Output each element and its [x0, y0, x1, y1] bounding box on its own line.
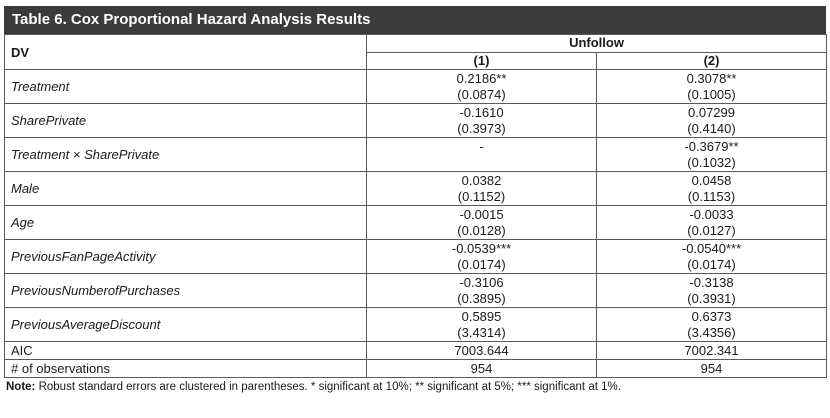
variable-name: Male	[5, 172, 367, 206]
coefficient-value: -	[479, 138, 484, 154]
stat-value-1: 7003.644	[367, 342, 597, 360]
coefficient-value: -0.0015	[459, 206, 504, 222]
coefficient-value: -0.0540***	[681, 240, 742, 256]
coefficient-value: -0.0539***	[451, 240, 512, 256]
coefficient-value: 0.3078**	[686, 70, 737, 86]
variable-name: Age	[5, 206, 367, 240]
stat-value-2: 7002.341	[597, 342, 827, 360]
coefficient-cell-1	[367, 240, 597, 274]
coefficient-value: 0.07299	[688, 104, 735, 120]
coefficient-cell-1	[367, 206, 597, 240]
table-row	[5, 70, 827, 104]
table-row	[5, 240, 827, 274]
coefficient-cell-2	[597, 274, 827, 308]
coefficient-cell-2	[597, 240, 827, 274]
variable-name: PreviousFanPageActivity	[5, 240, 367, 274]
standard-error-value: (0.0174)	[457, 256, 506, 272]
variable-name: SharePrivate	[5, 104, 367, 138]
table-row	[5, 104, 827, 138]
coefficient-cell-1	[367, 70, 597, 104]
coefficient-cell-1	[367, 104, 597, 138]
variable-name: Treatment × SharePrivate	[5, 138, 367, 172]
standard-error-value: (0.3895)	[457, 290, 506, 306]
coefficient-value: 0.6373	[691, 308, 732, 324]
coefficient-cell-2	[597, 172, 827, 206]
table-row	[5, 172, 827, 206]
variable-name: Treatment	[5, 70, 367, 104]
standard-error-value: (0.1153)	[687, 188, 736, 204]
stat-row	[5, 360, 827, 378]
stat-value-2: 954	[597, 360, 827, 378]
variable-name: PreviousAverageDiscount	[5, 308, 367, 342]
group-header-unfollow: Unfollow	[367, 35, 827, 53]
note-text: Robust standard errors are clustered in parentheses. * significant at 10%; ** significant at 5%; *** significant at 1%.	[35, 381, 621, 393]
standard-error-value: (3.4314)	[457, 324, 506, 340]
standard-error-value: (0.1152)	[457, 188, 506, 204]
stat-name: AIC	[5, 342, 367, 360]
standard-error-value: (0.3931)	[687, 290, 736, 306]
coefficient-value: -0.3106	[459, 274, 504, 290]
coefficient-value: -0.0033	[689, 206, 734, 222]
standard-error-value: (0.0174)	[687, 256, 736, 272]
coefficient-value: 0.0458	[691, 172, 732, 188]
table-note	[4, 381, 826, 393]
coefficient-value: 0.0382	[461, 172, 502, 188]
table-row	[5, 206, 827, 240]
note-label: Note:	[6, 381, 36, 393]
stat-value-1: 954	[367, 360, 597, 378]
coefficient-value: -0.3138	[689, 274, 734, 290]
stat-row	[5, 342, 827, 360]
standard-error-value: (0.4140)	[687, 120, 736, 136]
coefficient-cell-2	[597, 308, 827, 342]
coefficient-value: -0.1610	[459, 104, 504, 120]
table-row	[5, 308, 827, 342]
coefficient-cell-2	[597, 138, 827, 172]
coefficient-cell-1	[367, 172, 597, 206]
coefficient-cell-2	[597, 104, 827, 138]
coefficient-value: 0.2186**	[456, 70, 507, 86]
standard-error-value: (0.3973)	[457, 120, 506, 136]
coefficient-cell-2	[597, 206, 827, 240]
coefficient-cell-1	[367, 274, 597, 308]
standard-error-value: (0.1032)	[687, 154, 736, 170]
coefficient-cell-2	[597, 70, 827, 104]
table-row	[5, 138, 827, 172]
standard-error-value: (3.4356)	[687, 324, 736, 340]
table-row	[5, 274, 827, 308]
variable-name: PreviousNumberofPurchases	[5, 274, 367, 308]
standard-error-value: (0.0127)	[687, 222, 736, 238]
column-header-2: (2)	[597, 52, 827, 70]
coefficient-value: 0.5895	[461, 308, 502, 324]
stat-name: # of observations	[5, 360, 367, 378]
table-title: Table 6. Cox Proportional Hazard Analysis Results	[4, 6, 826, 34]
standard-error-value: (0.1005)	[687, 86, 736, 102]
standard-error-value: (0.0874)	[457, 86, 506, 102]
results-table	[4, 34, 827, 378]
dv-header: DV	[5, 35, 367, 70]
coefficient-cell-1	[367, 308, 597, 342]
coefficient-value: -0.3679**	[684, 138, 739, 154]
standard-error-value: (0.0128)	[457, 222, 506, 238]
results-table-container	[4, 6, 826, 393]
standard-error-value	[367, 155, 596, 171]
coefficient-cell-1	[367, 138, 597, 172]
column-header-1: (1)	[367, 52, 597, 70]
